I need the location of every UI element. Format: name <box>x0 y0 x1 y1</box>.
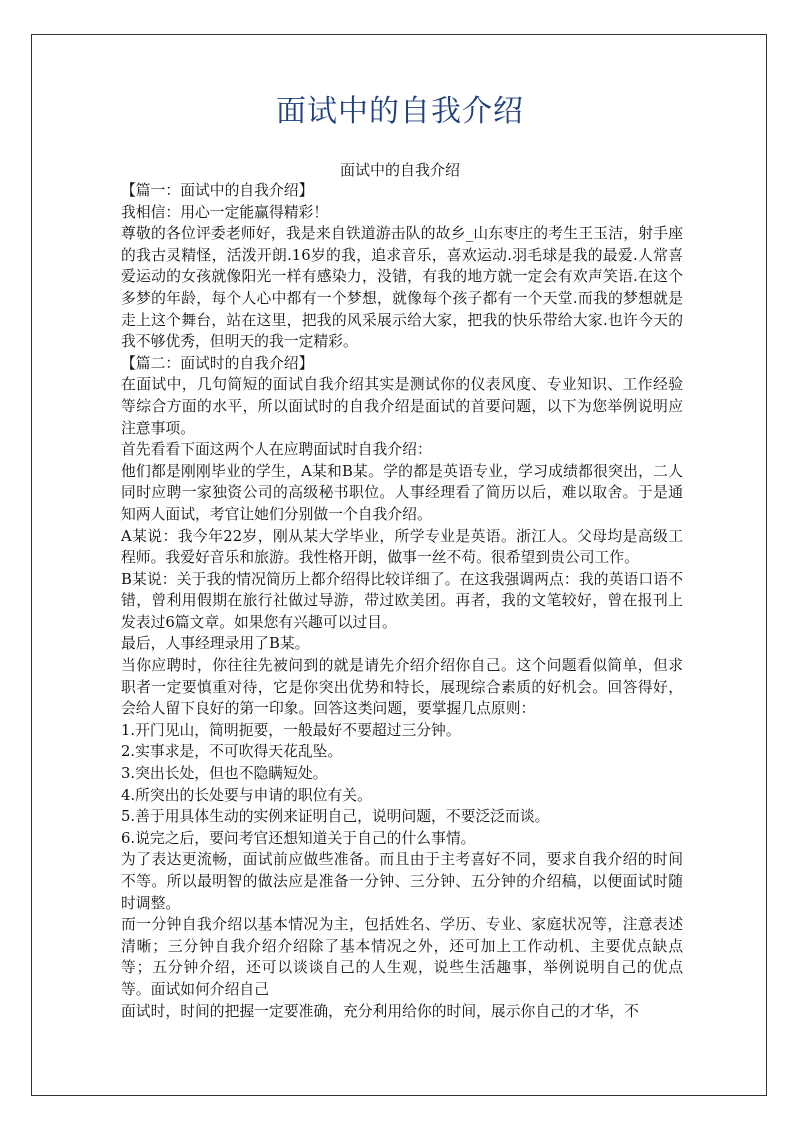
body-paragraph: 尊敬的各位评委老师好，我是来自铁道游击队的故乡_山东枣庄的考生王玉洁，射手座的我古灵精怪，活泼开朗.16岁的我，追求音乐，喜欢运动.羽毛球是我的最爱.人常喜爱运动的女孩就像阳光一样有感染力，没错，有我的地方就一定会有欢声笑语.在这个多梦的年龄，每个人心中都有一个梦想，就像每个孩子都有一个天堂.而我的梦想就是走上这个舞台，站在这里，把我的风采展示给大家，把我的快乐带给大家.也许今天的我不够优秀，但明天的我一定精彩。 <box>121 225 683 351</box>
list-item: 4.所突出的长处要与申请的职位有关。 <box>121 786 372 804</box>
body-paragraph: A某说：我今年22岁，刚从某大学毕业，所学专业是英语。浙江人。父母均是高级工程师。我爱好音乐和旅游。我性格开朗，做事一丝不苟。很希望到贵公司工作。 <box>121 527 683 567</box>
list-item: 2.实事求是，不可吹得天花乱坠。 <box>121 743 343 761</box>
list-item: 3.突出长处，但也不隐瞒短处。 <box>121 765 328 783</box>
document-title: 面试中的自我介绍 <box>276 94 524 129</box>
list-item: 5.善于用具体生动的实例来证明自己，说明问题，不要泛泛而谈。 <box>121 808 550 826</box>
body-paragraph: 他们都是刚刚毕业的学生，A某和B某。学的都是英语专业，学习成绩都很突出，二人同时应聘一家独资公司的高级秘书职位。人事经理看了简历以后，难以取舍。于是通知两人面试，考官让她们分别做一个自我介绍。 <box>121 462 683 523</box>
list-item: 6.说完之后，要问考官还想知道关于自己的什么事情。 <box>121 829 476 847</box>
body-paragraph: 为了表达更流畅，面试前应做些准备。而且由于主考喜好不同，要求自我介绍的时间不等。所以最明智的做法应是准备一分钟、三分钟、五分钟的介绍稿，以便面试时随时调整。 <box>121 851 683 912</box>
body-paragraph: B某说：关于我的情况简历上都介绍得比较详细了。在这我强调两点：我的英语口语不错，曾利用假期在旅行社做过导游，带过欧美团。再者，我的文笔较好，曾在报刊上发表过6篇文章。如果您有兴趣可以过目。 <box>121 570 683 631</box>
document-subtitle: 面试中的自我介绍 <box>339 161 460 179</box>
section-heading: 【篇一：面试中的自我介绍】 <box>121 182 314 199</box>
body-paragraph: 在面试中，几句简短的面试自我介绍其实是测试你的仪表风度、专业知识、工作经验等综合方面的水平，所以面试时的自我介绍是面试的首要问题，以下为您举例说明应注意事项。 <box>121 376 683 437</box>
document-body <box>121 180 683 1022</box>
section-heading: 【篇二：面试时的自我介绍】 <box>121 354 314 372</box>
body-paragraph: 面试时，时间的把握一定要准确，充分利用给你的时间，展示你自己的才华，不 <box>121 1002 639 1020</box>
body-paragraph: 而一分钟自我介绍以基本情况为主，包括姓名、学历、专业、家庭状况等，注意表述清晰；三分钟自我介绍介绍除了基本情况之外，还可加上工作动机、主要优点缺点等；五分钟介绍，还可以谈谈自己的人生观，说些生活趣事，举例说明自己的优点等。面试如何介绍自己 <box>121 916 683 998</box>
body-paragraph: 首先看看下面这两个人在应聘面试时自我介绍： <box>121 441 432 459</box>
body-paragraph: 当你应聘时，你往往先被问到的就是请先介绍介绍你自己。这个问题看似简单，但求职者一定要慎重对待，它是你突出优势和特长，展现综合素质的好机会。回答得好，会给人留下良好的第一印象。回答这类问题，要掌握几点原则： <box>121 657 683 718</box>
body-paragraph: 最后，人事经理录用了B某。 <box>121 635 310 653</box>
list-item: 1.开门见山，简明扼要，一般最好不要超过三分钟。 <box>121 721 461 739</box>
body-paragraph: 我相信：用心一定能赢得精彩！ <box>121 203 329 221</box>
